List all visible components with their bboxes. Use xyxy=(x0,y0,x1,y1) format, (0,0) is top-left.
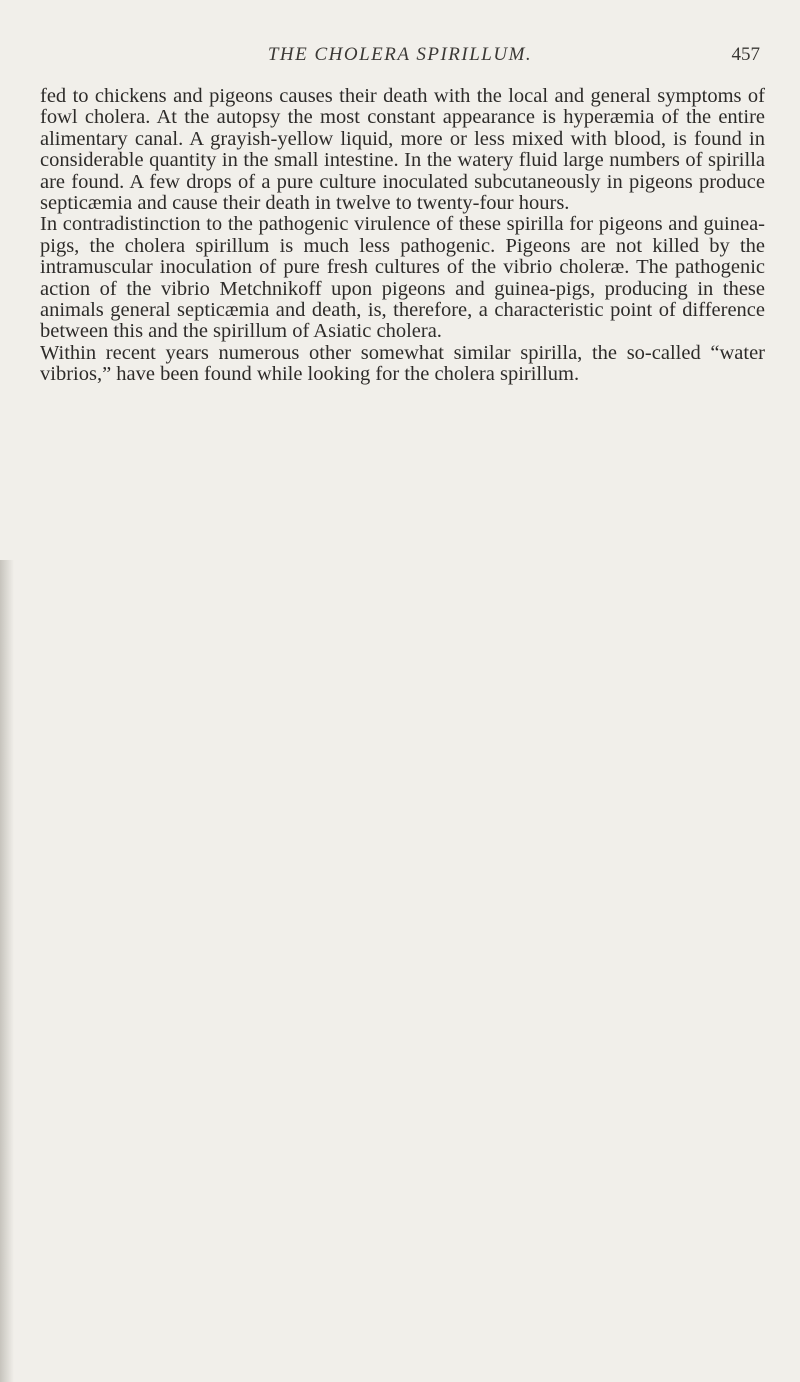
binding-shadow xyxy=(0,560,14,1382)
paragraph: Within recent years numerous other somewhat similar spirilla, the so-called “water vibrios,” have been found while looking for the cholera spirillum. xyxy=(40,341,765,386)
page-number: 457 xyxy=(731,44,760,65)
running-head xyxy=(40,44,760,74)
paragraph: fed to chickens and pigeons causes their death with the local and general symptoms of fowl cholera. At the autopsy the most constant appearance is hyperæmia of the entire alimentary canal. A grayish-yellow liquid, more or less mixed with blood, is found in considerable quantity in the small intestine. In the watery fluid large numbers of spirilla are found. A few drops of a pure culture inoculated subcutaneously in pigeons produce septicæmia and cause their death in twelve to twenty-four hours. xyxy=(40,85,765,215)
paragraph: In contradistinction to the pathogenic virulence of these spirilla for pigeons and guinea-pigs, the cholera spirillum is much less pathogenic. Pigeons are not killed by the intramuscular inoculation of pure fresh cultures of the vibrio choleræ. The pathogenic action of the vibrio Metchnikoff upon pigeons and guinea-pigs, producing in these animals general septicæmia and death, is, therefore, a characteristic point of difference between this and the spirillum of Asiatic cholera. xyxy=(40,213,765,343)
body-text xyxy=(40,86,765,386)
running-title: THE CHOLERA SPIRILLUM. xyxy=(267,44,533,65)
